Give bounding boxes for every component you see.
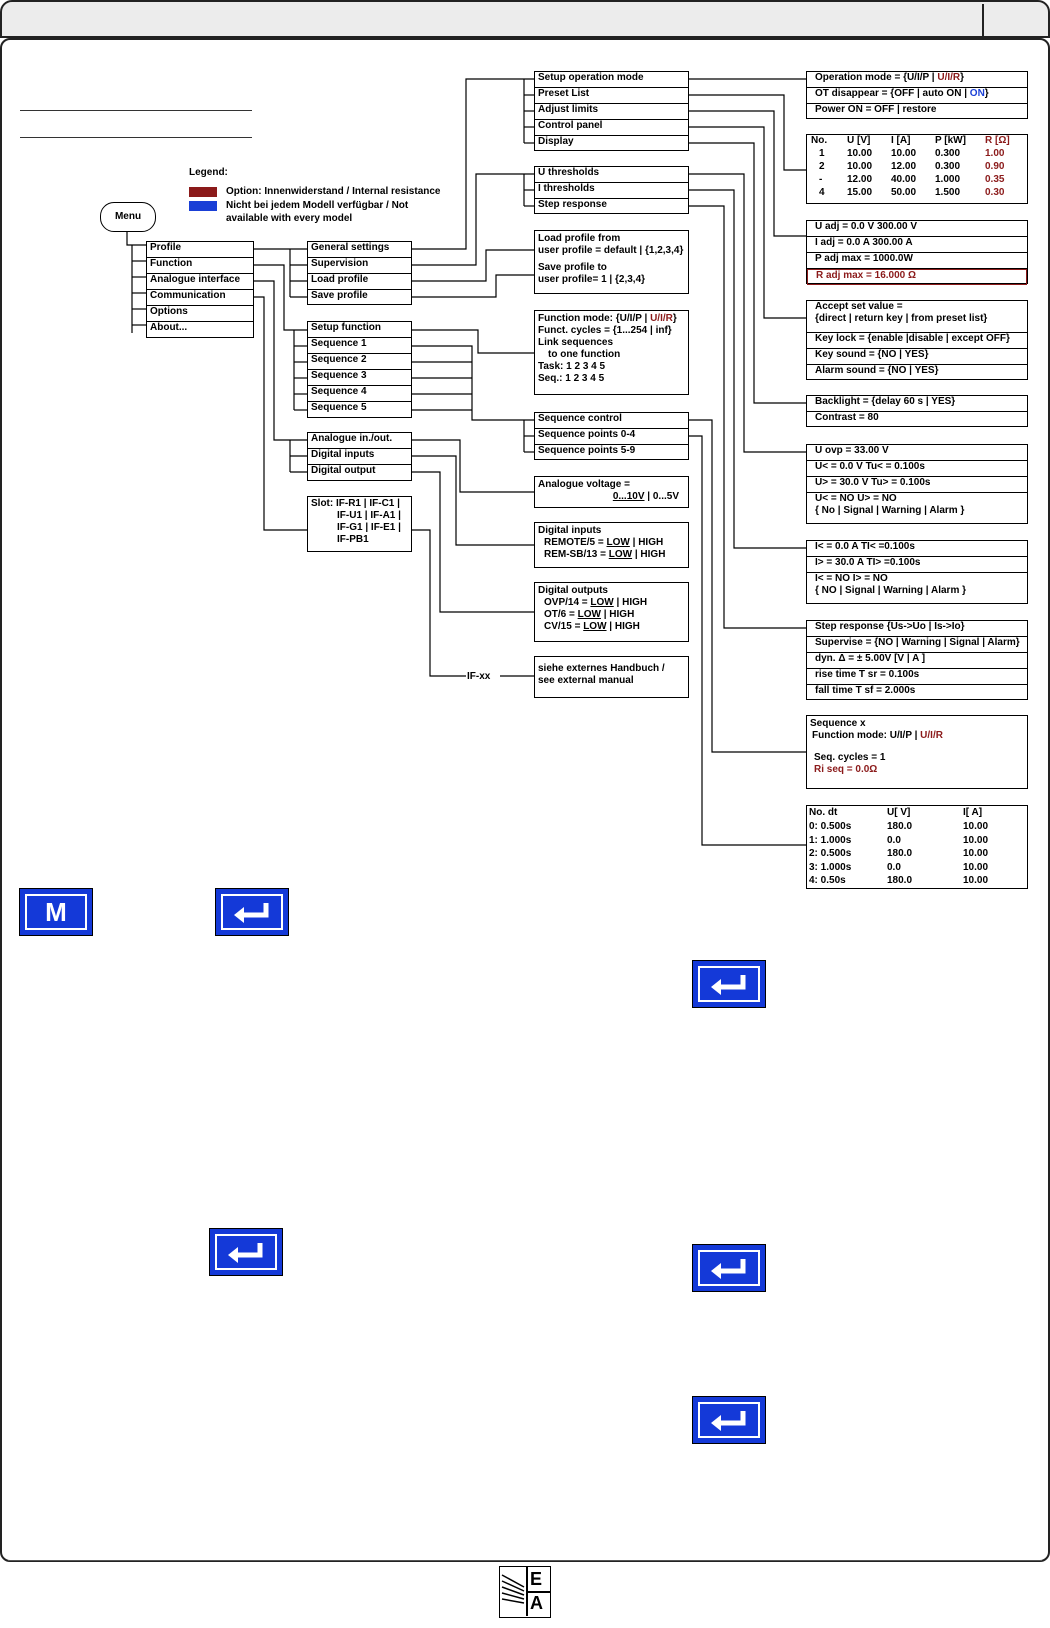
menu-item-about[interactable]: About... bbox=[150, 322, 188, 333]
menu-item-communication[interactable]: Communication bbox=[147, 290, 253, 306]
analogue-voltage-value: 0...10V | 0...5V bbox=[612, 491, 679, 502]
legend-item-blue: Nicht bei jedem Modell verfügbar / Not bbox=[226, 200, 409, 211]
seq-cell: 180.0 bbox=[887, 821, 913, 832]
menu-item-digital-inputs[interactable]: Digital inputs bbox=[308, 449, 411, 465]
preset-cell: 1.500 bbox=[935, 187, 961, 198]
preset-cell: 0.30 bbox=[985, 187, 1005, 198]
enter-key-5[interactable] bbox=[692, 1396, 766, 1444]
menu-item-save-profile[interactable]: Save profile bbox=[311, 290, 368, 301]
menu-item-supervision[interactable]: Supervision bbox=[308, 258, 411, 274]
preset-cell: 2 bbox=[819, 161, 825, 172]
seq-header: U[ V] bbox=[887, 807, 911, 818]
seq-cell: 10.00 bbox=[963, 875, 989, 886]
backlight-row: Backlight = {delay 60 s | YES} bbox=[807, 396, 1027, 412]
sequence-x-cycles: Seq. cycles = 1 bbox=[814, 752, 886, 763]
preset-header: No. bbox=[811, 135, 828, 146]
seq-cell: 0: 0.500s bbox=[809, 821, 852, 832]
slot-line-2: IF-U1 | IF-A1 | bbox=[337, 510, 401, 521]
p-adj-row: P adj max = 1000.0W bbox=[807, 253, 1027, 269]
ifxx-line-2: see external manual bbox=[538, 675, 634, 686]
seq-cell: 0.0 bbox=[887, 834, 901, 846]
menu-item-u-thresholds[interactable]: U thresholds bbox=[535, 167, 688, 183]
seq-cell: 10.00 bbox=[963, 821, 989, 832]
legend-title: Legend: bbox=[189, 167, 228, 178]
preset-header: P [kW] bbox=[935, 135, 966, 146]
preset-header: U [V] bbox=[847, 135, 871, 146]
ifxx-line-1: siehe externes Handbuch / bbox=[538, 663, 665, 674]
menu-root[interactable]: Menu bbox=[100, 202, 156, 232]
step-response-row: Step response {Us->Uo | Is->Io} bbox=[807, 621, 1027, 637]
menu-item-control-panel[interactable]: Control panel bbox=[535, 120, 688, 136]
menu-item-function[interactable]: Function bbox=[147, 258, 253, 274]
underline-1 bbox=[20, 110, 252, 111]
menu-item-sequence-1[interactable]: Sequence 1 bbox=[308, 338, 411, 354]
seq-cell: 180.0 bbox=[887, 875, 913, 886]
seq-cell: 3: 1.000s bbox=[809, 861, 852, 873]
enter-key-2[interactable] bbox=[692, 960, 766, 1008]
digital-inputs-box bbox=[534, 522, 689, 568]
enter-arrow-icon bbox=[709, 1257, 751, 1281]
contrast-row: Contrast = 80 bbox=[815, 412, 879, 423]
preset-cell: 0.300 bbox=[935, 161, 961, 172]
logo-e: E bbox=[530, 1569, 543, 1589]
key-sound-row: Key sound = {NO | YES} bbox=[807, 349, 1027, 365]
logo-a: A bbox=[530, 1593, 543, 1613]
save-profile-line-2: user profile= 1 | {2,3,4} bbox=[538, 274, 646, 285]
preset-cell: 0.35 bbox=[985, 174, 1005, 185]
legend-blue-swatch bbox=[189, 201, 217, 211]
preset-cell: 1 bbox=[819, 148, 825, 159]
menu-item-analogue-in-out[interactable]: Analogue in./out. bbox=[308, 433, 411, 449]
cv-line: CV/15 = LOW | HIGH bbox=[544, 621, 640, 632]
seq-cell: 10.00 bbox=[963, 848, 989, 859]
ovp-line: OVP/14 = LOW | HIGH bbox=[544, 597, 648, 608]
enter-arrow-icon bbox=[709, 1409, 751, 1433]
menu-item-sequence-2[interactable]: Sequence 2 bbox=[308, 354, 411, 370]
link-sequences-line: Link sequences bbox=[538, 337, 614, 348]
slot-box bbox=[307, 496, 412, 552]
seq-cell: 1: 1.000s bbox=[809, 834, 852, 846]
menu-item-sequence-control[interactable]: Sequence control bbox=[535, 413, 688, 429]
rem-sb-line: REM-SB/13 = LOW | HIGH bbox=[544, 549, 666, 560]
load-save-profile-box bbox=[534, 230, 689, 294]
preset-cell: 4 bbox=[819, 187, 825, 198]
sequence-points-box bbox=[806, 805, 1028, 889]
preset-cell: 12.00 bbox=[847, 174, 873, 185]
preset-cell: 10.00 bbox=[847, 148, 873, 159]
legend-red-swatch bbox=[189, 187, 217, 197]
u-adj-row: U adj = 0.0 V 300.00 V bbox=[807, 221, 1027, 237]
control-panel-box bbox=[806, 300, 1028, 380]
preset-cell: 0.90 bbox=[985, 161, 1005, 172]
sequence-x-function-mode: Function mode: U/I/P | U/I/R bbox=[812, 730, 943, 741]
seq-cell: 10.00 bbox=[963, 861, 989, 873]
analogue-voltage-box bbox=[534, 476, 689, 508]
load-profile-line-2: user profile = default | {1,2,3,4} bbox=[538, 245, 684, 256]
menu-item-setup-function[interactable]: Setup function bbox=[308, 322, 411, 338]
menu-item-sequence-points-5-9[interactable]: Sequence points 5-9 bbox=[538, 445, 636, 456]
accept-set-value-row: Accept set value = {direct | return key | from preset list} bbox=[807, 301, 1027, 333]
preset-cell: 12.00 bbox=[891, 161, 917, 172]
digital-inputs-title: Digital inputs bbox=[538, 525, 602, 536]
i-adj-row: I adj = 0.0 A 300.00 A bbox=[807, 237, 1027, 253]
key-lock-row: Key lock = {enable |disable | except OFF} bbox=[807, 333, 1027, 349]
seq-header: No. dt bbox=[809, 807, 838, 818]
one-function-line: to one function bbox=[548, 349, 621, 360]
i-upper-row: I> = 30.0 A TI> =0.100s bbox=[807, 557, 1027, 573]
remote-line: REMOTE/5 = LOW | HIGH bbox=[544, 537, 664, 548]
seq-cell: 0.0 bbox=[887, 861, 901, 873]
sequence-x-title: Sequence x bbox=[810, 718, 866, 729]
preset-cell: 1.00 bbox=[985, 148, 1005, 159]
power-on-row: Power ON = OFF | restore bbox=[815, 104, 937, 115]
general-settings-menu bbox=[534, 71, 689, 151]
preset-list-box bbox=[806, 134, 1028, 204]
slot-line-3: IF-G1 | IF-E1 | bbox=[337, 522, 401, 533]
fall-time-row: fall time T sf = 2.000s bbox=[815, 685, 916, 696]
menu-item-profile[interactable]: Profile bbox=[147, 242, 253, 258]
preset-cell: 10.00 bbox=[847, 161, 873, 172]
analogue-menu bbox=[307, 432, 412, 481]
preset-cell: 0.300 bbox=[935, 148, 961, 159]
m-key-label: M bbox=[45, 897, 67, 927]
preset-header: I [A] bbox=[891, 135, 911, 146]
u-alarm-row: U< = NO U> = NO { No | Signal | Warning | Alarm } bbox=[815, 493, 965, 516]
r-adj-row: R adj max = 16.000 Ω bbox=[807, 269, 1027, 285]
i-thresholds-box bbox=[806, 540, 1028, 604]
preset-cell: 15.00 bbox=[847, 187, 873, 198]
seq-cell: 2: 0.500s bbox=[809, 848, 852, 859]
legend-item-blue-cont: available with every model bbox=[226, 213, 353, 224]
menu-item-sequence-4[interactable]: Sequence 4 bbox=[308, 386, 411, 402]
digital-outputs-box bbox=[534, 582, 689, 642]
supervision-menu bbox=[534, 166, 689, 214]
menu-item-options[interactable]: Options bbox=[147, 306, 253, 322]
enter-key-4[interactable] bbox=[692, 1244, 766, 1292]
u-ovp-row: U ovp = 33.00 V bbox=[807, 445, 1027, 461]
logo-stripes-icon bbox=[500, 1567, 526, 1616]
u-lower-row: U< = 0.0 V Tu< = 0.100s bbox=[807, 461, 1027, 477]
menu-item-sequence-3[interactable]: Sequence 3 bbox=[308, 370, 411, 386]
menu-item-display[interactable]: Display bbox=[538, 136, 574, 147]
legend-item-red: Option: Innenwiderstand / Internal resistance bbox=[226, 186, 441, 197]
function-menu bbox=[307, 321, 412, 418]
supervise-row: Supervise = {NO | Warning | Signal | Alarm} bbox=[807, 637, 1027, 653]
main-menu bbox=[146, 241, 254, 338]
save-profile-line-1: Save profile to bbox=[538, 262, 607, 273]
seq-cell: 4: 0.50s bbox=[809, 875, 846, 886]
rise-time-row: rise time T sr = 0.100s bbox=[807, 669, 1027, 685]
seq-cell: 180.0 bbox=[887, 848, 913, 859]
alarm-sound-row: Alarm sound = {NO | YES} bbox=[815, 365, 939, 376]
seq-cell: 10.00 bbox=[963, 834, 989, 846]
menu-item-analogue-interface[interactable]: Analogue interface bbox=[147, 274, 253, 290]
enter-arrow-icon bbox=[226, 1241, 268, 1265]
menu-item-setup-operation-mode[interactable]: Setup operation mode bbox=[535, 72, 688, 88]
preset-cell: 40.00 bbox=[891, 174, 917, 185]
sequence-x-ri: Ri seq = 0.0Ω bbox=[814, 764, 878, 775]
sequence-menu bbox=[534, 412, 689, 460]
menu-item-sequence-points-0-4[interactable]: Sequence points 0-4 bbox=[535, 429, 688, 445]
step-response-box bbox=[806, 620, 1028, 700]
digital-outputs-title: Digital outputs bbox=[538, 585, 608, 596]
preset-cell: - bbox=[819, 174, 823, 185]
menu-item-sequence-5[interactable]: Sequence 5 bbox=[311, 402, 367, 413]
i-lower-row: I< = 0.0 A TI< =0.100s bbox=[807, 541, 1027, 557]
seq-header: I[ A] bbox=[963, 807, 983, 818]
display-box bbox=[806, 395, 1028, 427]
menu-item-step-response[interactable]: Step response bbox=[538, 199, 607, 210]
menu-item-general-settings[interactable]: General settings bbox=[308, 242, 411, 258]
menu-item-preset-list[interactable]: Preset List bbox=[535, 88, 688, 104]
ot-line: OT/6 = LOW | HIGH bbox=[544, 609, 635, 620]
sequence-x-box bbox=[806, 715, 1028, 789]
analogue-voltage-label: Analogue voltage = bbox=[538, 479, 630, 490]
funct-cycles-line: Funct. cycles = {1...254 | inf} bbox=[538, 325, 672, 336]
adjust-limits-box bbox=[806, 220, 1028, 284]
u-upper-row: U> = 30.0 V Tu> = 0.100s bbox=[807, 477, 1027, 493]
enter-key-3[interactable] bbox=[209, 1228, 283, 1276]
ifxx-box bbox=[534, 656, 689, 698]
dyn-delta-row: dyn. Δ = ± 5.00V [V | A ] bbox=[807, 653, 1027, 669]
task-line: Task: 1 2 3 4 5 bbox=[538, 361, 606, 372]
preset-cell: 50.00 bbox=[891, 187, 917, 198]
underline-2 bbox=[20, 137, 252, 138]
enter-arrow-icon bbox=[232, 901, 274, 925]
enter-arrow-icon bbox=[709, 973, 751, 997]
i-alarm-row: I< = NO I> = NO { NO | Signal | Warning | Alarm } bbox=[815, 573, 967, 596]
profile-menu bbox=[307, 241, 412, 305]
slot-line-4: IF-PB1 bbox=[337, 534, 369, 545]
preset-header: R [Ω] bbox=[985, 135, 1010, 146]
slot-line-1: Slot: IF-R1 | IF-C1 | bbox=[311, 498, 400, 509]
menu-key-m[interactable] bbox=[19, 888, 93, 936]
operation-mode-row: Operation mode = {U/I/P | U/I/R} bbox=[807, 72, 1027, 88]
load-profile-line-1: Load profile from bbox=[538, 233, 621, 244]
menu-item-load-profile[interactable]: Load profile bbox=[308, 274, 411, 290]
menu-item-adjust-limits[interactable]: Adjust limits bbox=[535, 104, 688, 120]
function-mode-line: Function mode: {U/I/P | U/I/R} bbox=[538, 313, 677, 324]
menu-item-i-thresholds[interactable]: I thresholds bbox=[535, 183, 688, 199]
enter-key-1[interactable] bbox=[215, 888, 289, 936]
menu-item-digital-output[interactable]: Digital output bbox=[311, 465, 376, 476]
operation-mode-box bbox=[806, 71, 1028, 119]
ot-disappear-row: OT disappear = {OFF | auto ON | ON} bbox=[807, 88, 1027, 104]
ifxx-label: IF-xx bbox=[467, 671, 491, 682]
ea-logo bbox=[499, 1566, 551, 1618]
setup-function-box bbox=[534, 310, 689, 395]
preset-cell: 10.00 bbox=[891, 148, 917, 159]
preset-cell: 1.000 bbox=[935, 174, 961, 185]
u-thresholds-box bbox=[806, 444, 1028, 524]
seq-line: Seq.: 1 2 3 4 5 bbox=[538, 373, 605, 384]
